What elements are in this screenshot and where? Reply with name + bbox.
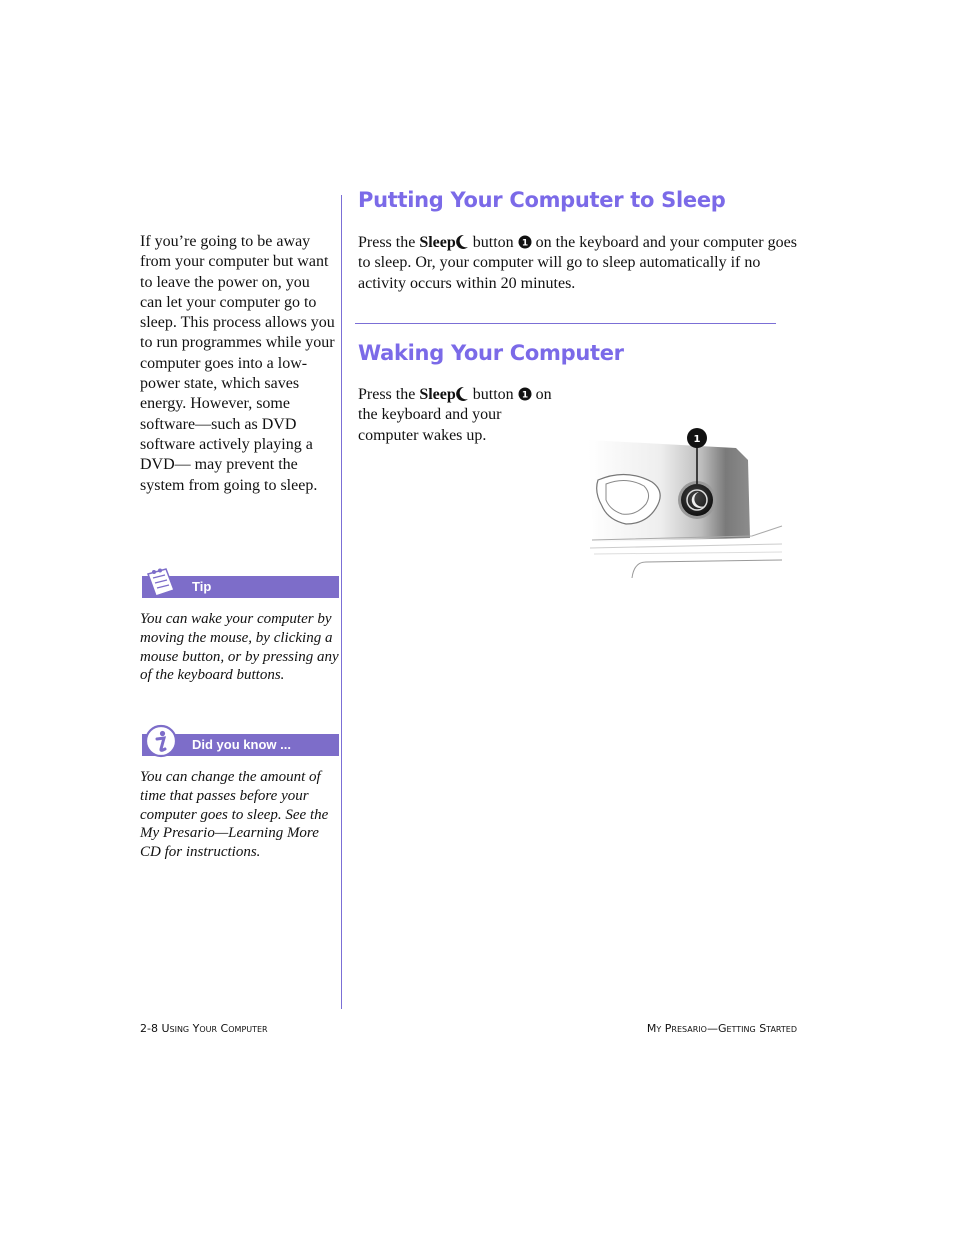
body-text: Press the: [358, 386, 420, 403]
did-you-know-label: Did you know ...: [192, 737, 291, 752]
body-text: on the keyboard and your computer goes to sleep. Or, your computer will go to sleep automatically if no activity occurs within 20 minutes.: [358, 234, 797, 292]
keyboard-sleep-button-illustration: [586, 420, 786, 590]
callout-number: 1: [521, 390, 528, 401]
callout-number-icon: [518, 235, 532, 249]
tip-text: You can wake your computer by moving the mouse, by clicking a mouse button, or by pressing any of the keyboard buttons.: [140, 611, 339, 684]
column-divider: [341, 195, 342, 1009]
sleep-moon-icon: [456, 234, 469, 249]
did-you-know-callout: [140, 734, 339, 862]
tip-bar: [142, 576, 339, 598]
sidebar: [140, 232, 335, 496]
section-title: Putting Your Computer to Sleep: [358, 188, 726, 212]
did-you-know-text: You can change the amount of time that passes before your computer goes to sleep. See the My Presario—Learning More CD for instructions.: [140, 769, 329, 861]
sleep-moon-icon: [456, 386, 469, 401]
section-body: [358, 385, 558, 446]
section-body: [358, 233, 798, 294]
callout-badge-number: 1: [693, 434, 701, 445]
body-text: Press the: [358, 234, 420, 251]
footer-left: 2-8 Using Your Computer: [140, 1022, 268, 1035]
notepad-icon: [144, 566, 178, 600]
tip-callout: [140, 576, 339, 685]
key-name: Sleep: [419, 386, 456, 403]
body-text: button: [468, 234, 518, 251]
body-text: button: [468, 386, 518, 403]
section-divider: [355, 323, 776, 324]
body-text: on the keyboard and your computer wakes up.: [358, 386, 552, 444]
callout-number: 1: [521, 238, 528, 249]
callout-number-icon: [518, 387, 532, 401]
footer-right: My Presario—Getting Started: [646, 1022, 797, 1035]
intro-paragraph: If you’re going to be away from your computer but want to leave the power on, you can let your computer go to sleep. This process allows you to run programmes while your computer goes into a low-power state, which saves energy. However, some software—such as DVD software actively playing a DVD— may prevent the system from going to sleep.: [140, 233, 335, 494]
section-title: Waking Your Computer: [358, 341, 624, 365]
did-you-know-bar: [142, 734, 339, 756]
tip-label: Tip: [192, 579, 212, 594]
key-name: Sleep: [419, 234, 456, 251]
info-icon: [144, 724, 178, 758]
